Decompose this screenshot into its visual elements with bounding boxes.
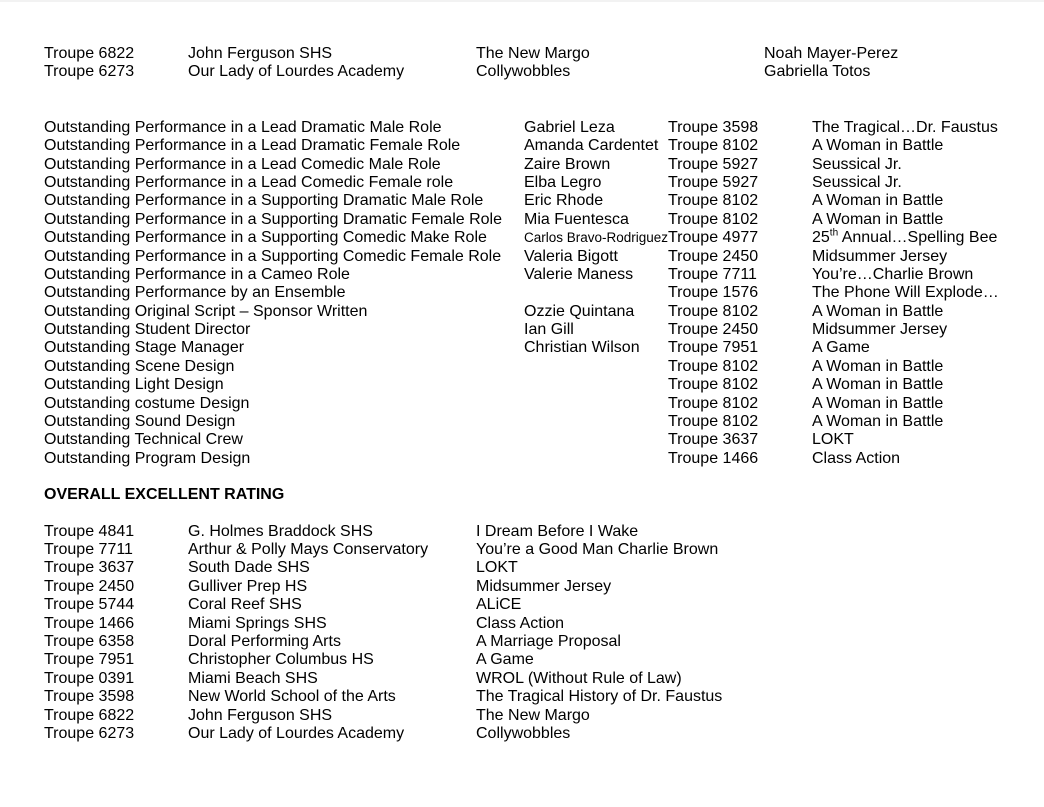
show-title: LOKT: [812, 431, 854, 449]
school-name: Miami Beach SHS: [188, 669, 318, 687]
show-title: A Woman in Battle: [812, 413, 944, 431]
table-row: [44, 633, 1034, 651]
performer-name: Gabriella Totos: [764, 63, 871, 81]
show-title: 25th Annual…Spelling Bee: [812, 227, 998, 247]
table-row: [44, 670, 1034, 688]
show-title: A Woman in Battle: [812, 394, 944, 412]
award-category: Outstanding Performance in a Supporting Comedic Female Role: [44, 247, 502, 265]
school-name: John Ferguson SHS: [188, 706, 333, 724]
award-row: [44, 174, 1034, 192]
award-category: Outstanding Technical Crew: [44, 431, 243, 449]
award-recipient: Carlos Bravo-Rodriguez: [524, 230, 669, 246]
award-recipient: Eric Rhode: [524, 192, 604, 210]
troupe-number: Troupe 6273: [44, 724, 135, 742]
school-name: Our Lady of Lourdes Academy: [188, 63, 405, 81]
section-spacer: [44, 468, 1034, 486]
show-title: Midsummer Jersey: [476, 577, 612, 595]
troupe-number: Troupe 8102: [668, 394, 759, 412]
show-title: The New Margo: [476, 45, 590, 62]
troupe-number: Troupe 6822: [44, 45, 135, 62]
table-row: [44, 707, 1034, 725]
troupe-number: Troupe 3637: [668, 431, 759, 449]
award-recipient: Valerie Maness: [524, 265, 634, 283]
show-title: Midsummer Jersey: [812, 321, 948, 339]
troupe-number: Troupe 7951: [668, 339, 759, 357]
award-category: Outstanding Performance in a Lead Dramatic Female Role: [44, 137, 461, 155]
performer-name: Noah Mayer-Perez: [764, 45, 899, 62]
troupe-number: Troupe 8102: [668, 192, 759, 210]
table-row: [44, 725, 1034, 743]
school-name: Arthur & Polly Mays Conservatory: [188, 540, 429, 558]
troupe-number: Troupe 7951: [44, 651, 135, 669]
troupe-number: Troupe 7711: [44, 540, 133, 558]
troupe-number: Troupe 4841: [44, 522, 135, 540]
table-row: [44, 596, 1034, 614]
award-row: [44, 248, 1034, 266]
award-category: Outstanding costume Design: [44, 394, 250, 412]
award-category: Outstanding Sound Design: [44, 413, 236, 431]
award-recipient: Christian Wilson: [524, 339, 640, 357]
troupe-number: Troupe 2450: [668, 247, 759, 265]
troupe-number: Troupe 4977: [668, 229, 759, 247]
award-category: Outstanding Program Design: [44, 449, 251, 467]
troupe-number: Troupe 3598: [668, 118, 759, 136]
troupe-number: Troupe 3637: [44, 559, 135, 577]
award-row: [44, 303, 1034, 321]
award-category: Outstanding Stage Manager: [44, 339, 245, 357]
show-title: You’re…Charlie Brown: [812, 265, 974, 283]
school-name: G. Holmes Braddock SHS: [188, 522, 373, 540]
school-name: Coral Reef SHS: [188, 596, 302, 614]
award-category: Outstanding Scene Design: [44, 357, 235, 375]
award-recipient: Zaire Brown: [524, 155, 611, 173]
school-name: Gulliver Prep HS: [188, 577, 308, 595]
table-row: [44, 651, 1034, 669]
show-title: A Woman in Battle: [812, 302, 944, 320]
award-row: [44, 192, 1034, 210]
show-title: Class Action: [476, 614, 565, 632]
show-title: Midsummer Jersey: [812, 247, 948, 265]
troupe-number: Troupe 7711: [668, 265, 757, 283]
troupe-number: Troupe 6273: [44, 63, 135, 81]
show-title: Collywobbles: [476, 63, 571, 81]
school-name: Doral Performing Arts: [188, 632, 341, 650]
troupe-number: Troupe 6358: [44, 632, 135, 650]
award-row: [44, 229, 1034, 247]
section-heading: OVERALL EXCELLENT RATING: [44, 486, 285, 504]
award-recipient: Valeria Bigott: [524, 247, 618, 265]
award-recipient: Ian Gill: [524, 321, 574, 339]
troupe-number: Troupe 5927: [668, 155, 759, 173]
table-row: [44, 541, 1034, 559]
award-recipient: Elba Legro: [524, 173, 602, 191]
show-title: Class Action: [812, 449, 901, 467]
award-category: Outstanding Light Design: [44, 376, 224, 394]
table-row: [44, 559, 1034, 577]
troupe-number: Troupe 0391: [44, 669, 135, 687]
show-title: A Marriage Proposal: [476, 632, 621, 650]
show-title: A Woman in Battle: [812, 357, 944, 375]
school-name: New World School of the Arts: [188, 688, 396, 706]
troupe-number: Troupe 2450: [44, 577, 135, 595]
award-category: Outstanding Performance in a Lead Comedic Female role: [44, 173, 454, 191]
troupe-number: Troupe 1466: [44, 614, 135, 632]
show-title: A Game: [476, 651, 534, 669]
troupe-number: Troupe 8102: [668, 376, 759, 394]
troupe-number: Troupe 1576: [668, 284, 759, 302]
award-recipient: Ozzie Quintana: [524, 302, 635, 320]
show-title: The Phone Will Explode…: [812, 284, 999, 302]
section-spacer: [44, 82, 1034, 119]
troupe-number: Troupe 3598: [44, 688, 135, 706]
awards-list: [44, 119, 1034, 468]
award-recipient: Amanda Cardentet: [524, 137, 659, 155]
award-row: [44, 284, 1034, 302]
show-title: The New Margo: [476, 706, 590, 724]
award-category: Outstanding Performance in a Lead Comedic Male Role: [44, 155, 441, 173]
award-row: [44, 358, 1034, 376]
award-category: Outstanding Performance in a Supporting Comedic Make Role: [44, 229, 487, 247]
school-name: John Ferguson SHS: [188, 45, 333, 62]
show-title: A Woman in Battle: [812, 192, 944, 210]
continued-troupe-list: [44, 45, 1034, 82]
troupe-number: Troupe 8102: [668, 137, 759, 155]
award-category: Outstanding Performance in a Supporting Dramatic Male Role: [44, 192, 484, 210]
troupe-number: Troupe 8102: [668, 302, 759, 320]
section-spacer: [44, 505, 1034, 523]
table-row: [44, 523, 1034, 541]
award-recipient: Gabriel Leza: [524, 118, 615, 136]
troupe-number: Troupe 8102: [668, 210, 759, 228]
show-title: Seussical Jr.: [812, 173, 902, 191]
award-category: Outstanding Performance in a Lead Dramatic Male Role: [44, 118, 442, 136]
award-row: [44, 156, 1034, 174]
show-title: A Woman in Battle: [812, 137, 944, 155]
award-row: [44, 376, 1034, 394]
troupe-number: Troupe 6822: [44, 706, 135, 724]
troupe-number: Troupe 5744: [44, 596, 135, 614]
award-row: [44, 321, 1034, 339]
award-category: Outstanding Performance in a Cameo Role: [44, 265, 350, 283]
show-title: ALiCE: [476, 596, 522, 614]
troupe-number: Troupe 1466: [668, 449, 759, 467]
school-name: Christopher Columbus HS: [188, 651, 374, 669]
award-category: Outstanding Performance in a Supporting Dramatic Female Role: [44, 210, 502, 228]
award-row: [44, 431, 1034, 449]
award-recipient: Mia Fuentesca: [524, 210, 629, 228]
show-title: WROL (Without Rule of Law): [476, 669, 682, 687]
award-row: [44, 266, 1034, 284]
school-name: South Dade SHS: [188, 559, 310, 577]
award-row: [44, 211, 1034, 229]
show-title: A Woman in Battle: [812, 210, 944, 228]
show-title: Seussical Jr.: [812, 155, 902, 173]
school-name: Our Lady of Lourdes Academy: [188, 724, 405, 742]
award-category: Outstanding Performance by an Ensemble: [44, 284, 346, 302]
troupe-number: Troupe 5927: [668, 173, 759, 191]
troupe-number: Troupe 8102: [668, 357, 759, 375]
show-title: You’re a Good Man Charlie Brown: [476, 540, 719, 558]
show-title: Collywobbles: [476, 724, 571, 742]
show-title: A Woman in Battle: [812, 376, 944, 394]
table-row: [44, 615, 1034, 633]
excellent-rating-list: [44, 523, 1034, 744]
award-row: [44, 137, 1034, 155]
show-title: A Game: [812, 339, 870, 357]
document-page: [44, 45, 1034, 743]
award-row: [44, 339, 1034, 357]
show-title: The Tragical…Dr. Faustus: [812, 118, 998, 136]
show-title: The Tragical History of Dr. Faustus: [476, 688, 723, 706]
award-category: Outstanding Original Script – Sponsor Written: [44, 302, 368, 320]
page-top-edge: [0, 0, 1044, 2]
table-row: [44, 578, 1034, 596]
table-row: [44, 688, 1034, 706]
school-name: Miami Springs SHS: [188, 614, 327, 632]
award-row: [44, 395, 1034, 413]
show-title: LOKT: [476, 559, 518, 577]
award-row: [44, 119, 1034, 137]
troupe-number: Troupe 2450: [668, 321, 759, 339]
table-row: [44, 45, 1034, 63]
award-row: [44, 450, 1034, 468]
award-category: Outstanding Student Director: [44, 321, 251, 339]
show-title: I Dream Before I Wake: [476, 522, 639, 540]
troupe-number: Troupe 8102: [668, 413, 759, 431]
award-row: [44, 413, 1034, 431]
table-row: [44, 63, 1034, 81]
